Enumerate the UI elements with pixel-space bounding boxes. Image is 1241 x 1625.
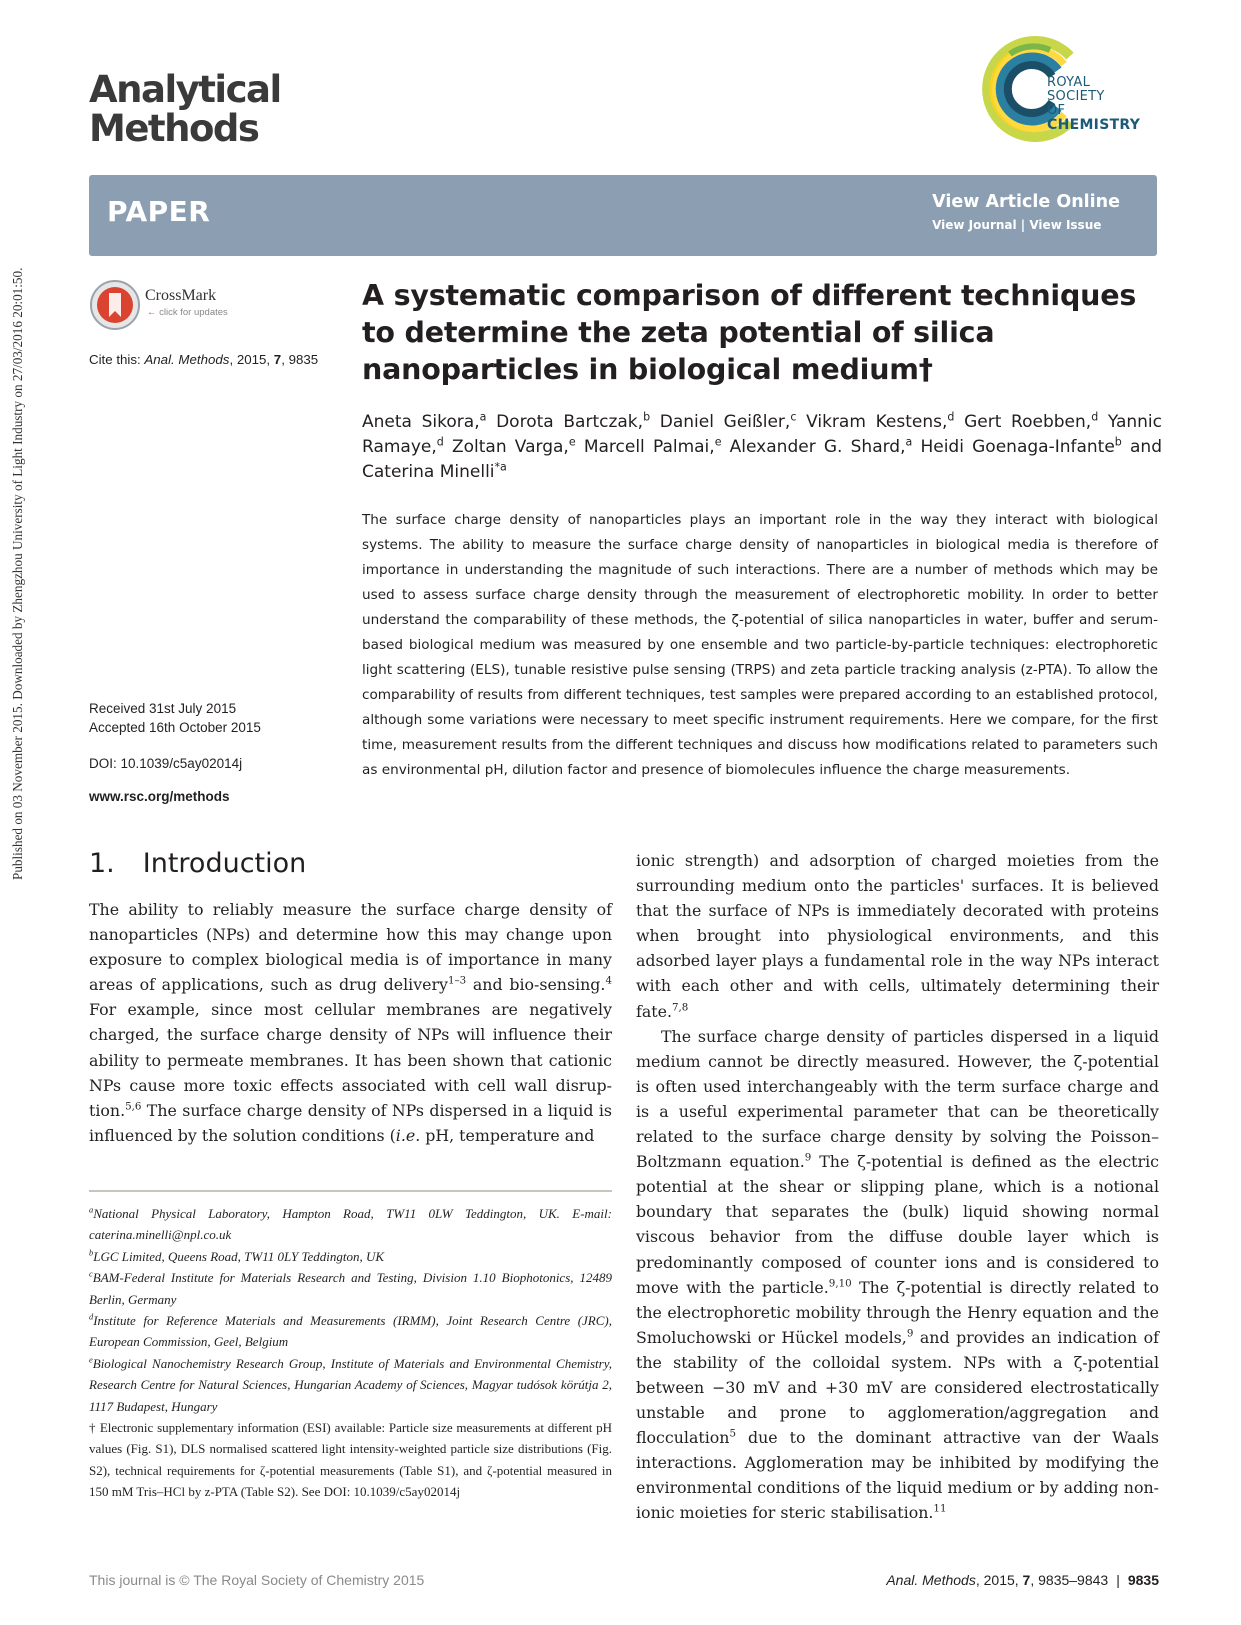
affiliation-footnote: $^e$Biological Nanochemistry Research Group, Institute of Materials and Environmental Chemistry, Research Centre for Natural Sciences, Hungarian Academy of Sciences, Magyar tudósok körútja 2, 1117 Budapest, Hungary	[89, 1354, 612, 1414]
intro-paragraph-1: The ability to reliably measure the surface charge density of nanoparticles (NPs) and determine how this may change upon exposure to complex biological media is of importance in many areas of applications, such as drug delivery$^{1-3}$ and bio-sensing.$^4$ For example, since most cellular membranes are negatively charged, the surface charge density of NPs will influence their ability to permeate membranes. It has been shown that cationic NPs cause more toxic effects associated with cell wall disruption.$^{5,6}$ The surface charge density of NPs dispersed in a liquid is influenced by the solution conditions (i.e. pH, temperature and	[89, 900, 612, 1145]
esi-note: † Electronic supplementary information (ESI) available: Particle size measurements at different pH values (Fig. S1), DLS normalised scattered light intensity-weighted particle size distributions (Fig. S2), technical requirements for ζ-potential measurements (Table S1), and ζ-potential measured in 150 mM Tris–HCl by z-PTA (Table S2). See DOI: 10.1039/c5ay02014j	[89, 1420, 612, 1500]
page-footer: Anal. Methods, 2015, 7, 9835–9843 | 9835	[886, 1572, 1159, 1588]
section-title: Introduction	[142, 848, 307, 879]
reference-link[interactable]: 11	[933, 1503, 947, 1516]
reference-link[interactable]: 9,10	[828, 1277, 852, 1290]
download-note: Published on 03 November 2015. Downloaded by Zhengzhou University of Light Industry on 27/03/2016 20:01:50.	[10, 267, 25, 880]
author-name[interactable]: Daniel Geißler,	[650, 412, 791, 432]
affiliation-mark: d	[436, 435, 444, 449]
abstract: The surface charge density of nanoparticles plays an important role in the way they interact with biological systems. The ability to measure the surface charge density of nanoparticles in biological media is therefore of importance in understanding the magnitude of such interactions. There are a number of methods which may be used to assess surface charge density through the measurement of electrophoretic mobility. In order to better understand the comparability of these methods, the ζ-potential of silica nanoparticles in water, buffer and serum-based biological medium was measured by one ensemble and two particle-by-particle techniques: electrophoretic light scattering (ELS), tunable resistive pulse sensing (TRPS) and zeta particle tracking analysis (z-PTA). To allow the comparability of results from different techniques, test samples were prepared according to an established protocol, although some variations were necessary to meet specific instrument requirements. Here we compare, for the first time, measurement results from the different techniques and discuss how modifications related to parameters such as environmental pH, dilution factor and presence of biomolecules influence the charge measurements.	[362, 512, 1158, 778]
intro-paragraph-2: The surface charge density of particles dispersed in a liquid medium cannot be directly measured. However, the ζ-potential is often used interchangeably with the term surface charge and is a useful experimental parameter that can be theoretically related to the surface charge density by solving the Poisson–Boltzmann equation.$^9$ The ζ-potential is defined as the electric potential at the shear or slipping plane, which is a notional boundary that separates the (bulk) liquid showing normal viscous behavior from the diffuse double layer which is predominantly composed of counter ions and is considered to move with the particle.$^{9,10}$ The ζ-potential is directly related to the electrophoretic mobility through the Henry equation and the Smoluchowski or Hückel models,$^9$ and provides an indication of the stability of the colloidal system. NPs with a ζ-potential between −30 mV and +30 mV are considered electrostatically unstable and prone to agglomeration/aggregation and flocculation$^5$ due to the dominant attractive van der Waals interactions. Agglomeration may be inhibited by modifying the environmental conditions of the liquid medium or by adding non-ionic moieties for steric stabilisation.$^{11}$	[636, 1026, 1159, 1523]
reference-link[interactable]: 7,8	[671, 1001, 689, 1014]
footer-divider: |	[1116, 1572, 1120, 1588]
citation-line: Cite this: Anal. Methods, 2015, 7, 9835	[89, 352, 319, 367]
affiliation-mark: d	[1091, 410, 1099, 424]
cite-journal: Anal. Methods	[144, 352, 230, 367]
rsc-line2-prefix: OF	[1047, 103, 1066, 118]
footnotes	[89, 1203, 612, 1503]
intro-left-column	[89, 897, 612, 1148]
rsc-line1: ROYAL SOCIETY	[1047, 75, 1105, 104]
reference-link[interactable]: 9	[906, 1327, 914, 1340]
affiliation-mark: a	[479, 410, 487, 424]
reference-link[interactable]: 4	[605, 975, 612, 988]
view-links	[932, 192, 1120, 232]
rsc-logo[interactable]	[980, 34, 1150, 144]
intro-paragraph-1-cont: ionic strength) and adsorption of charged moieties from the surrounding medium onto the particles' surfaces. It is believed that the surface of NPs is immediately decorated with proteins when brought into physiological environments, and this adsorbed layer plays a fundamental role in the way NPs interact with each other and with cells, ultimately determining their fate.$^{7,8}$	[636, 851, 1159, 1021]
view-issue-link[interactable]: View Issue	[1029, 218, 1102, 232]
view-article-online-link[interactable]: View Article Online	[932, 192, 1120, 212]
crossmark-icon	[89, 279, 141, 331]
intro-right-column	[636, 848, 1159, 1526]
received-date: Received 31st July 2015	[89, 701, 237, 716]
section-number: 1.	[89, 848, 115, 879]
author-name[interactable]: Dorota Bartczak,	[486, 412, 644, 432]
journal-title[interactable]	[89, 70, 281, 148]
affiliation-footnote: $^d$Institute for Reference Materials and Measurements (IRMM), Joint Research Centre (JRC), European Commission, Geel, Belgium	[89, 1311, 612, 1350]
view-journal-link[interactable]: View Journal	[932, 218, 1017, 232]
crossmark-badge[interactable]	[89, 279, 239, 331]
article-title: A systematic comparison of different techniques to determine the zeta potential of silica nanoparticles in biological medium†	[362, 279, 1137, 386]
affiliation-mark: e	[714, 435, 722, 449]
article-type-banner	[89, 175, 1157, 256]
author-name[interactable]: Heidi Goenaga-Infante	[912, 437, 1115, 457]
affiliation-mark: *a	[494, 460, 507, 474]
affiliation-mark: e	[568, 435, 576, 449]
journal-url[interactable]: www.rsc.org/methods	[89, 789, 230, 804]
reference-link[interactable]: 9	[804, 1151, 812, 1164]
author-name[interactable]: Zoltan Varga,	[443, 437, 569, 457]
affiliation-footnote: $^b$LGC Limited, Queens Road, TW11 0LY Teddington, UK	[89, 1247, 385, 1264]
crossmark-label: CrossMark	[145, 287, 217, 304]
author-name[interactable]: Yannic Ramaye,	[362, 412, 1162, 457]
author-name[interactable]: Vikram Kestens,	[796, 412, 948, 432]
section-heading-introduction	[89, 848, 306, 879]
affiliation-mark: c	[790, 410, 797, 424]
affiliation-mark: d	[947, 410, 955, 424]
journal-title-line2: Methods	[89, 107, 259, 150]
article-type-label: PAPER	[107, 195, 211, 228]
arrow-left-icon: ←	[147, 307, 160, 318]
footer-journal: Anal. Methods	[886, 1572, 976, 1588]
affiliation-mark: b	[1114, 435, 1122, 449]
article-history	[89, 699, 261, 806]
copyright-footer: This journal is © The Royal Society of Chemistry 2015	[89, 1572, 425, 1588]
footnote-divider	[89, 1190, 612, 1192]
crossmark-sublabel: ← click for updates	[147, 307, 228, 318]
affiliation-list	[89, 1203, 612, 1417]
footer-volume: 7	[1022, 1572, 1031, 1588]
reference-link[interactable]: 1–3	[447, 975, 467, 988]
page-number: 9835	[1127, 1572, 1159, 1588]
affiliation-footnote: $^c$BAM-Federal Institute for Materials Research and Testing, Division 1.10 Biophotonics, 12489 Berlin, Germany	[89, 1268, 612, 1307]
affiliation-mark: a	[905, 435, 913, 449]
author-name[interactable]: and Caterina Minelli	[362, 437, 1162, 482]
affiliation-mark: b	[643, 410, 651, 424]
author-list	[362, 410, 1162, 485]
journal-title-line1: Analytical	[89, 68, 281, 111]
reference-link[interactable]: 5	[729, 1427, 737, 1440]
doi[interactable]: DOI: 10.1039/c5ay02014j	[89, 756, 243, 771]
accepted-date: Accepted 16th October 2015	[89, 720, 261, 735]
author-name[interactable]: Gert Roebben,	[954, 412, 1092, 432]
affiliation-footnote: $^a$National Physical Laboratory, Hampton Road, TW11 0LW Teddington, UK. E-mail: caterina.minelli@npl.co.uk	[89, 1204, 612, 1243]
author-name[interactable]: Aneta Sikora,	[362, 412, 480, 432]
author-name[interactable]: Marcell Palmai,	[575, 437, 715, 457]
cite-volume: 7	[273, 352, 282, 367]
rsc-wordmark	[1047, 76, 1150, 133]
rsc-line2-bold: CHEMISTRY	[1047, 117, 1141, 133]
author-name[interactable]: Alexander G. Shard,	[721, 437, 906, 457]
reference-link[interactable]: 5,6	[125, 1100, 142, 1113]
link-separator: |	[1016, 218, 1030, 232]
